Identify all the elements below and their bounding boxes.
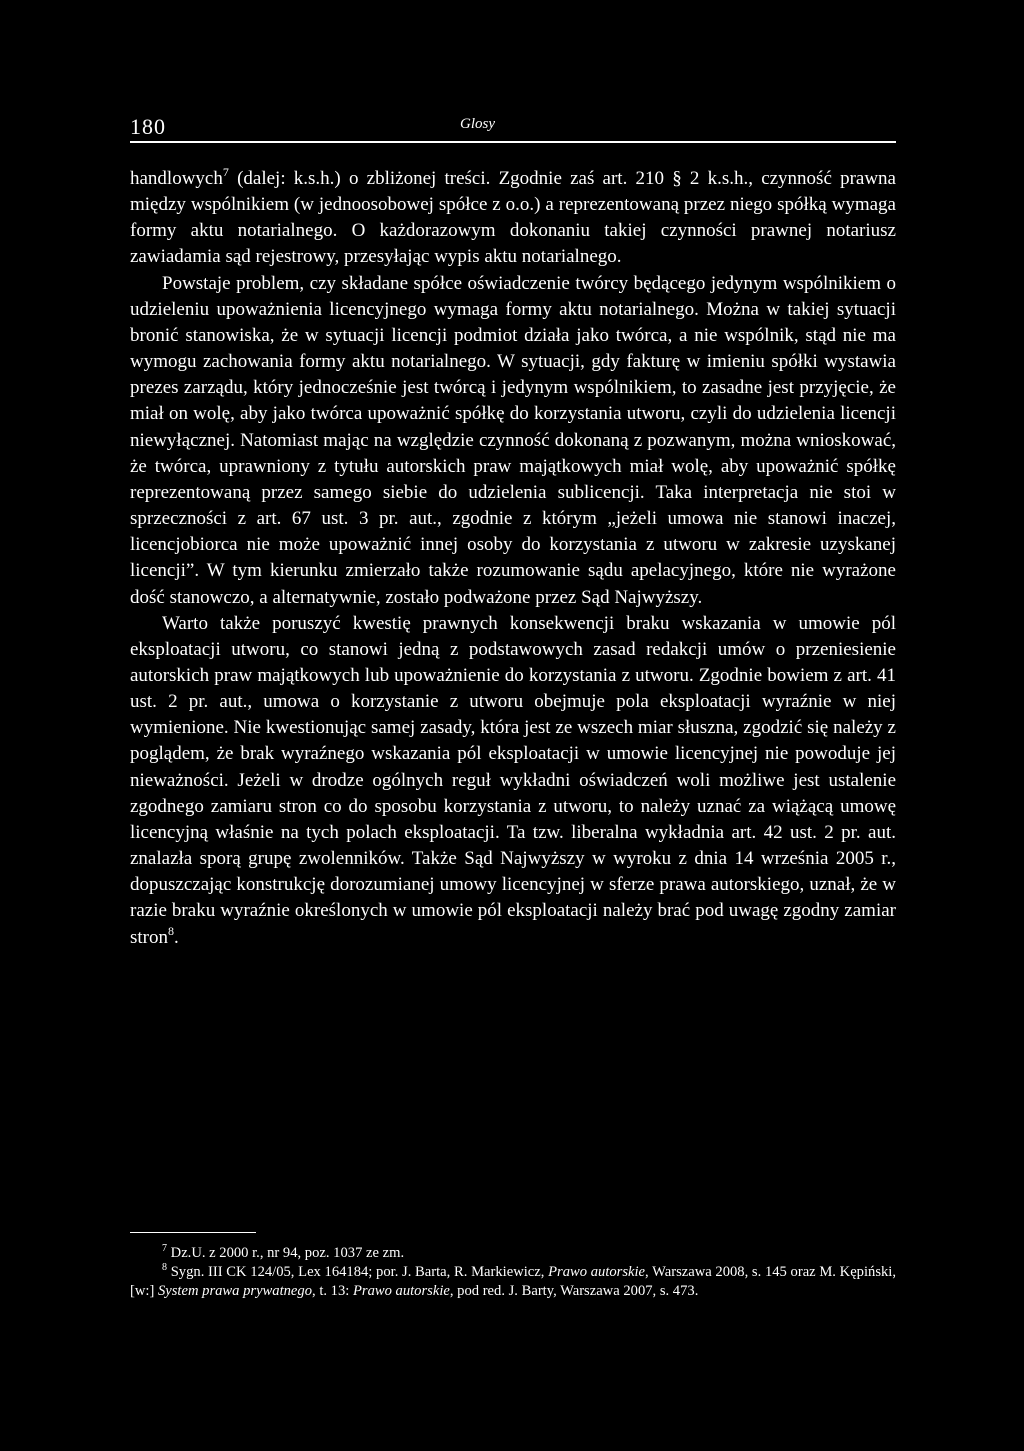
footnote-ref-8: 8: [168, 923, 174, 938]
footnote-7-text: Dz.U. z 2000 r., nr 94, poz. 1037 ze zm.: [167, 1245, 405, 1261]
paragraph-2: Powstaje problem, czy składane spółce oświadczenie twórcy będącego jedynym wspólnikiem o udzieleniu upoważnienia licencyjnego wymaga formy aktu notarialnego. Można w takiej sytuacji bronić stanowiska, że w sytuacji licencji podmiot działa jako twórca, a nie wspólnik, stąd nie ma wymogu zachowania formy aktu notarialnego. W sytuacji, gdy fakturę w imieniu spółki wystawia prezes zarządu, który jednocześnie jest twórcą i jedynym wspólnikiem, to zasadne jest przyjęcie, że miał on wolę, aby jako twórca upoważnić spółkę do korzystania utworu, czyli do udzielenia licencji niewyłącznej. Natomiast mając na względzie czynność dokonaną z pozwanym, można wnioskować, że twórca, uprawniony z tytułu autorskich praw majątkowych miał wolę, aby upoważnić spółkę reprezentowaną przez samego siebie do udzielenia sublicencji. Taka interpretacja nie stoi w sprzeczności z art. 67 ust. 3 pr. aut., zgodnie z którym „jeżeli umowa nie stanowi inaczej, licencjobiorca nie może upoważnić innej osoby do korzystania z utworu w zakresie uzyskanej licencji”. W tym kierunku zmierzało także rozumowanie sądu apelacyjnego, które nie wyrażone dość stanowczo, a alternatywnie, zostało podważone przez Sąd Najwyższy.: [130, 272, 896, 608]
paragraph-3-text-b: .: [174, 926, 179, 948]
footnote-8-text-b: , Warszawa 2008, s. 145 oraz M. Kępiński, [w:]: [130, 1264, 896, 1299]
paragraph-1-text-b: (dalej: k.s.h.) o zbliżonej treści. Zgodnie zaś art. 210 § 2 k.s.h., czynność prawna między wspólnikiem (w jednoosobowej spółce z o.o.) a reprezentowaną przez niego spółką wymaga formy aktu notarialnego. O każdorazowym dokonaniu takiej czynności prawnej notariusz zawiadamia sąd rejestrowy, przesyłając wypis aktu notarialnego.: [130, 168, 896, 268]
footnote-7-mark: 7: [162, 1243, 167, 1254]
footnote-8-text-a: Sygn. III CK 124/05, Lex 164184; por. J. Barta, R. Markiewicz,: [167, 1264, 549, 1280]
page-header: [130, 114, 896, 144]
footnote-8-title-c: Prawo autorskie: [352, 1283, 450, 1299]
footnote-ref-7: 7: [222, 165, 229, 179]
paragraph-1-text-a: handlowych: [130, 168, 223, 189]
footnote-7: [130, 1244, 896, 1263]
footnote-8-title-a: Prawo autorskie: [548, 1264, 646, 1280]
footnote-8-text-d: , pod red. J. Barty, Warszawa 2007, s. 473.: [449, 1283, 699, 1299]
footnote-8-title-b: System prawa prywatnego: [157, 1283, 313, 1299]
paragraph-3: [130, 611, 896, 951]
body-text: [130, 166, 896, 951]
paragraph-1: [130, 166, 896, 271]
running-head: Glosy: [460, 116, 495, 132]
paragraph-3-text-a: Warto także poruszyć kwestię prawnych konsekwencji braku wskazania w umowie pól eksploatacji utworu, co stanowi jedną z podstawowych zasad redakcji umów o przeniesienie autorskich praw majątkowych lub upoważnienie do korzystania z utworu. Zgodnie bowiem z art. 41 ust. 2 pr. aut., umowa o korzystanie z utworu obejmuje pola eksploatacji wyraźnie w niej wymienione. Nie kwestionując samej zasady, która jest ze wszech miar słuszna, zgodzić się należy z poglądem, że brak wyraźnego wskazania pól eksploatacji w umowie licencyjnej nie powoduje jej nieważności. Jeżeli w drodze ogólnych reguł wykładni oświadczeń woli możliwe jest ustalenie zgodnego zamiaru stron co do sposobu korzystania z utworu, to należy uznać za wiążącą umowę licencyjną właśnie na tych polach eksploatacji. Ta tzw. liberalna wykładnia art. 42 ust. 2 pr. aut. znalazła sporą grupę zwolenników. Także Sąd Najwyższy w wyroku z dnia 14 września 2005 r., dopuszczając konstrukcję dorozumianej umowy licencyjnej w sferze prawa autorskiego, uznał, że w razie braku wyraźnie określonych w umowie pól eksploatacji należy brać pod uwagę zgodny zamiar stron: [130, 612, 896, 948]
footnote-8-mark: 8: [162, 1262, 167, 1273]
footnote-8-text-c: , t. 13:: [312, 1283, 353, 1299]
footnote-rule: [130, 1232, 256, 1233]
header-rule: [130, 141, 896, 143]
footnotes: [130, 1244, 896, 1301]
page-number: 180: [130, 114, 166, 139]
footnote-8: [130, 1263, 896, 1301]
